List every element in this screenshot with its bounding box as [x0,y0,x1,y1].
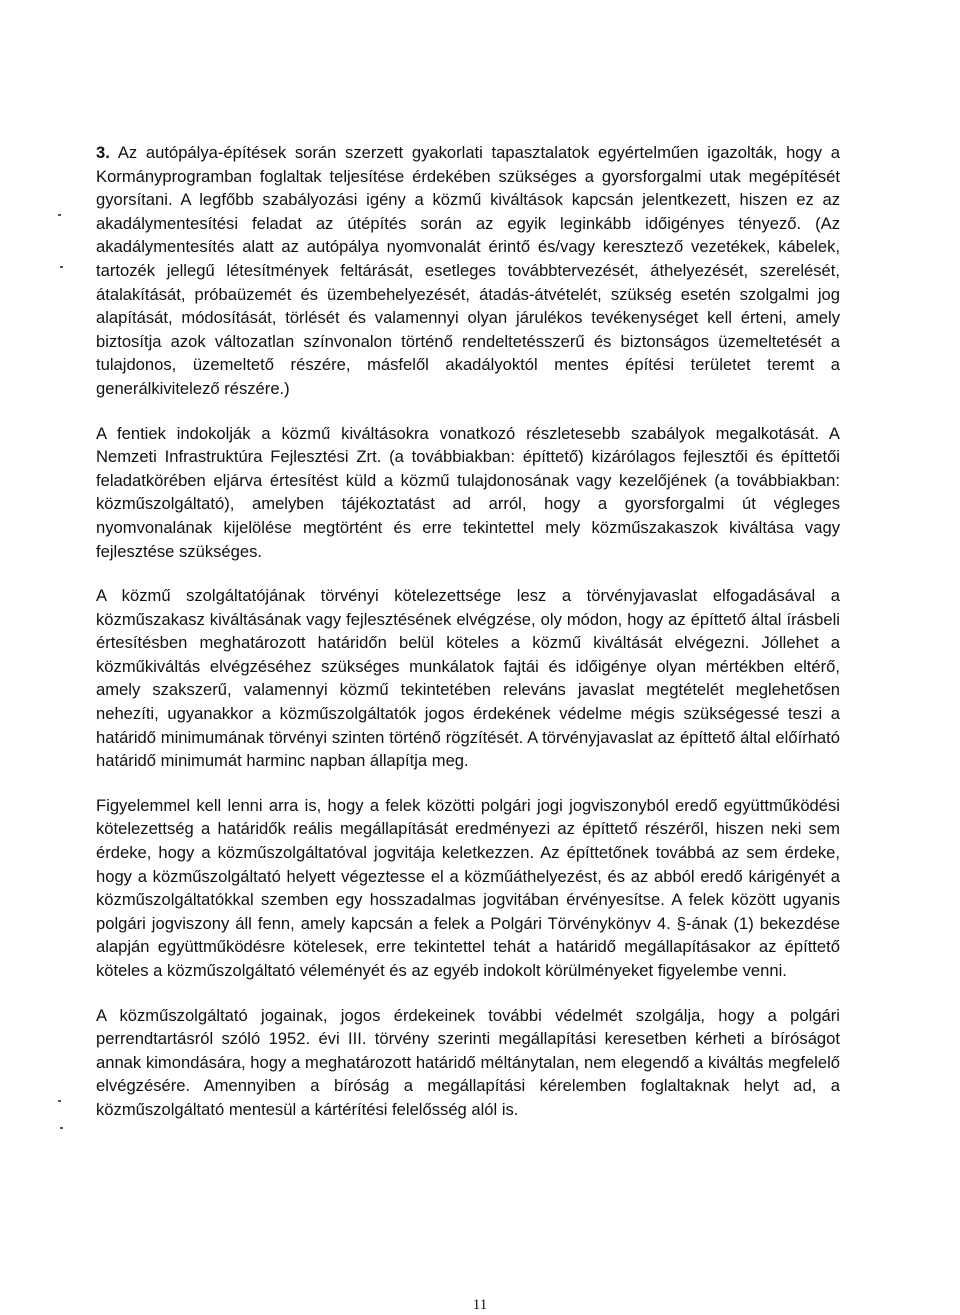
scan-speck [58,214,61,216]
paragraph-4: Figyelemmel kell lenni arra is, hogy a felek közötti polgári jogi jogviszonyból eredő együttműködési kötelezettség a határidők reális megállapítását eredményezi az építtető részéről, hiszen neki sem érdeke, hogy a közműszolgáltatóval jogvitája keletkezzen. Az építtetőnek továbbá az sem érdeke, hogy a közműszolgáltató helyett végeztesse el a közműáthelyezést, és az abból eredő kárigényét a közműszolgáltatókkal szemben egy hosszadalmas jogvitában érvényesítse. A felek között ugyanis polgári jogviszony áll fenn, amely kapcsán a felek a Polgári Törvénykönyv 4. §-ának (1) bekezdése alapján együttműködésre kötelesek, erre tekintettel tehát a határidő megállapításakor az építtető köteles a közműszolgáltató véleményét és az egyéb indokolt körülményeket figyelembe venni. [96,795,840,980]
paragraph-2: A fentiek indokolják a közmű kiváltásokra vonatkozó részletesebb szabályok megalkotását. A Nemzeti Infrastruktúra Fejlesztési Zrt. (a továbbiakban: építtető) kizárólagos fejlesztői és építtetői feladatkörében eljárva értesítést küld a közmű tulajdonosának vagy kezelőjének (a továbbiakban: közműszolgáltató), amelyben tájékoztatást ad arról, hogy a gyorsforgalmi út végleges nyomvonalának kijelölése megtörtént és erre tekintettel mely közműszakaszok kiváltása vagy fejlesztése szükséges. [96,423,840,561]
scan-speck [60,1127,63,1129]
paragraph-5: A közműszolgáltató jogainak, jogos érdekeinek további védelmét szolgálja, hogy a polgári perrendtartásról szóló 1952. évi III. törvény szerinti megállapítási keresetben kérheti a bíróságot annak kimondására, hogy a meghatározott határidő méltánytalan, nem elegendő a kiváltás megfelelő elvégzésére. Amennyiben a bíróság a megállapítási kérelemben foglaltaknak helyt ad, a közműszolgáltató mentesül a kártérítési felelősség alól is. [96,1005,840,1119]
paragraph-3: A közmű szolgáltatójának törvényi kötelezettsége lesz a törvényjavaslat elfogadásával a közműszakasz kiváltásának vagy fejlesztésének elvégzése, oly módon, hogy az építtető által írásbeli értesítésben meghatározott határidőn belül köteles a közmű kiváltását elvégezni. Jóllehet a közműkiváltás elvégzéséhez szükséges munkálatok fajtái és időigénye olyan mértékben eltérő, amely szakszerű, valamennyi közmű tekintetében releváns javaslat megtételét meglehetősen nehezíti, ugyanakkor a közműszolgáltatók jogos érdekének védelme mégis szükségessé teszi a határidő minimumának törvényi szinten történő rögzítését. A törvényjavaslat az építtető által előírható határidő minimumát harminc napban állapítja meg. [96,586,840,771]
scan-speck [60,266,63,268]
document-body [96,141,840,1122]
item-number: 3. [96,143,110,162]
paragraph-1-text: Az autópálya-építések során szerzett gyakorlati tapasztalatok egyértelműen igazolták, hogy a Kormányprogramban foglaltak teljesítése érdekében szükséges a gyorsforgalmi utak megépítését gyorsítani. A legfőbb szabályozási igény a közmű kiváltások kapcsán jelentkezett, hiszen ez az akadálymentesítési feladat az útépítés során az egyik leginkább időigényes tényező. (Az akadálymentesítés alatt az autópálya nyomvonalát érintő és/vagy keresztező vezetékek, kábelek, tartozék jellegű létesítmények feltárását, esetleges továbbtervezését, áthelyezését, szerelését, átalakítását, próbaüzemét és üzembehelyezését, átadás-átvételét, szükség esetén szolgalmi jog alapítását, módosítását, törlését és valamennyi olyan járulékos tevékenységet kell érteni, amely biztosítja azok változatlan színvonalon történő rendeltetésszerű és biztonságos üzemeltetését a tulajdonos, üzemeltető részére, másfelől akadályoktól mentes építési területet teremt a generálkivitelező részére.) [96,143,840,398]
paragraph-1 [96,141,840,401]
page-number: 11 [472,1297,488,1313]
scan-speck [58,1100,61,1102]
